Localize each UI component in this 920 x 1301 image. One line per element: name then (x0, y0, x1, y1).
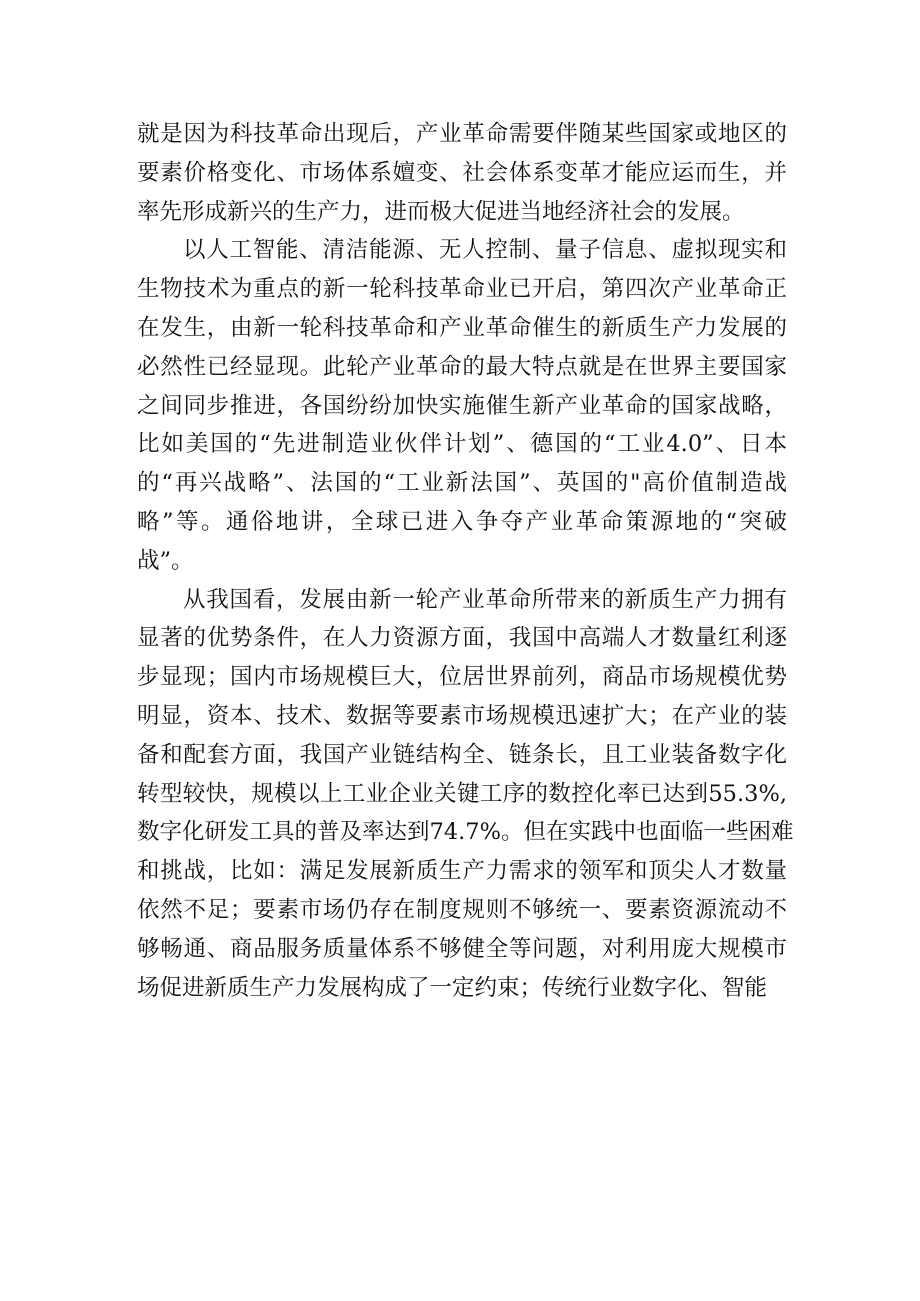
text-line: 依然不足；要素市场仍存在制度规则不够统一、要素资源流动不 (137, 896, 787, 923)
text-line: 之间同步推进，各国纷纷加快实施催生新产业革命的国家战略， (137, 392, 787, 419)
text-line: 略”等。通俗地讲，全球已进入争夺产业革命策源地的“突破 (137, 508, 787, 535)
text-line: 要素价格变化、市场体系嬗变、社会体系变革才能应运而生，并 (137, 159, 787, 186)
text-line: 的“再兴战略”、法国的“工业新法国”、英国的"高价值制造战 (137, 470, 787, 497)
text-line: 在发生，由新一轮科技革命和产业革命催生的新质生产力发展的 (137, 314, 787, 341)
text-line: 必然性已经显现。此轮产业革命的最大特点就是在世界主要国家 (137, 353, 787, 380)
text-line: 够畅通、商品服务质量体系不够健全等问题，对利用庞大规模市 (137, 935, 787, 962)
text-line: 以人工智能、清洁能源、无人控制、量子信息、虚拟现实和 (183, 237, 787, 264)
text-line: 率先形成新兴的生产力，进而极大促进当地经济社会的发展。 (137, 198, 745, 225)
text-line: 数字化研发工具的普及率达到74.7%。但在实践中也面临一些困难 (137, 819, 794, 846)
text-line: 从我国看，发展由新一轮产业革命所带来的新质生产力拥有 (183, 586, 787, 613)
document-body (137, 115, 794, 1007)
paragraph (137, 231, 787, 580)
text-line: 战”。 (137, 547, 194, 574)
text-line: 明显，资本、技术、数据等要素市场规模迅速扩大；在产业的装 (137, 702, 787, 729)
text-line: 就是因为科技革命出现后，产业革命需要伴随某些国家或地区的 (137, 121, 787, 147)
text-line: 比如美国的“先进制造业伙伴计划”、德国的“工业4.0”、日本 (137, 431, 787, 458)
text-line: 生物技术为重点的新一轮科技革命业已开启，第四次产业革命正 (137, 276, 787, 303)
text-line: 显著的优势条件，在人力资源方面，我国中高端人才数量红利逐 (137, 625, 787, 652)
text-line: 转型较快，规模以上工业企业关键工序的数控化率已达到55.3%, (137, 780, 787, 807)
text-line: 和挑战，比如：满足发展新质生产力需求的领军和顶尖人才数量 (137, 858, 787, 885)
text-line: 场促进新质生产力发展构成了一定约束；传统行业数字化、智能 (137, 974, 768, 1001)
text-line: 备和配套方面，我国产业链结构全、链条长，且工业装备数字化 (137, 741, 787, 768)
paragraph (137, 581, 794, 1008)
paragraph (137, 115, 787, 231)
text-line: 步显现；国内市场规模巨大，位居世界前列，商品市场规模优势 (137, 664, 787, 691)
